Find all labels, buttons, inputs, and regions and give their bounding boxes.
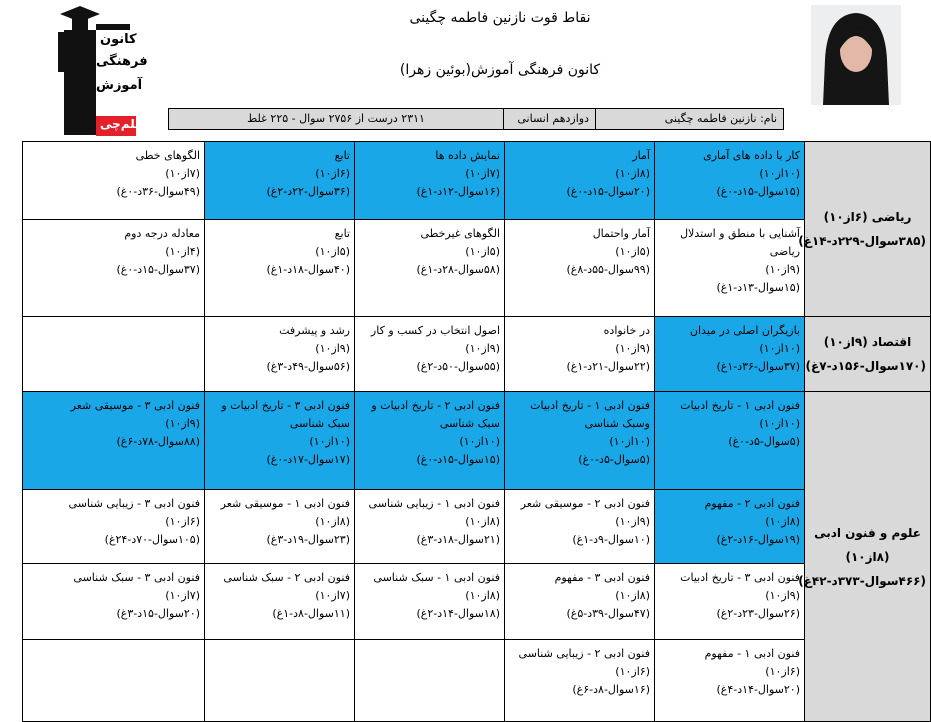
topic-question-stats: (۴۰سوال-۱۸د-۱غ)	[266, 263, 350, 276]
topic-cell	[355, 317, 505, 392]
topic-name: تابع	[334, 227, 350, 240]
student-portrait-icon	[811, 5, 901, 105]
table-row	[23, 490, 931, 564]
topic-score: (۱۰از۱۰)	[759, 342, 800, 355]
topic-cell	[505, 640, 655, 722]
topic-score: (۸از۱۰)	[615, 167, 650, 180]
topic-name: بازیگران اصلی در میدان	[689, 324, 800, 337]
topic-score: (۵از۱۰)	[465, 245, 500, 258]
topic-question-stats: (۸۸سوال-۷۸د-۶غ)	[116, 435, 200, 448]
topic-name: در خانواده	[603, 324, 650, 337]
topic-cell	[355, 392, 505, 490]
topic-score: (۹از۱۰)	[765, 263, 800, 276]
topic-question-stats: (۵۸سوال-۲۸د-۱غ)	[416, 263, 500, 276]
topic-name: تابع	[334, 149, 350, 162]
topic-name: معادله درجه دوم	[124, 227, 200, 240]
topic-score: (۶از۱۰)	[315, 167, 350, 180]
topic-question-stats: (۱۰سوال-۹د-۱غ)	[572, 533, 650, 546]
subject-literature: علوم و فنون ادبی (۸از۱۰) (۴۶۶سوال-۳۷۳د-۴۲غ)	[805, 392, 931, 722]
topic-score: (۴از۱۰)	[165, 245, 200, 258]
topic-question-stats: (۴۷سوال-۳۹د-۵غ)	[566, 607, 650, 620]
topic-name: فنون ادبی ۱ - سبک شناسی	[373, 571, 500, 584]
topic-name: فنون ادبی ۲ - مفهوم	[704, 497, 800, 510]
topic-question-stats: (۱۵سوال-۱۵د-۰غ)	[416, 453, 500, 466]
logo-line-1: کانون	[100, 32, 137, 47]
topic-score: (۷از۱۰)	[315, 589, 350, 602]
score-summary: ۲۳۱۱ درست از ۲۷۵۶ سوال - ۲۲۵ غلط	[247, 112, 425, 125]
topic-cell	[205, 220, 355, 317]
topic-name: فنون ادبی ۲ - سبک شناسی	[223, 571, 350, 584]
topic-question-stats: (۲۶سوال-۲۳د-۲غ)	[716, 607, 800, 620]
topic-name: فنون ادبی ۲ - زیبایی شناسی	[518, 647, 650, 660]
topic-question-stats: (۲۳سوال-۱۹د-۳غ)	[266, 533, 350, 546]
topic-cell	[355, 640, 505, 722]
topic-cell	[655, 392, 805, 490]
topic-name: فنون ادبی ۳ - مفهوم	[554, 571, 650, 584]
student-name: نام: نازنین فاطمه چگینی	[595, 109, 783, 129]
topic-name: فنون ادبی ۳ - موسیقی شعر	[70, 399, 200, 412]
topic-name: کار با داده های آماری	[703, 149, 800, 162]
topic-name: فنون ادبی ۱ - زیبایی شناسی	[368, 497, 500, 510]
topic-question-stats: (۵سوال-۵د-۰غ)	[578, 453, 650, 466]
topic-score: (۵از۱۰)	[615, 245, 650, 258]
topic-score: (۱۰از۱۰)	[759, 167, 800, 180]
topic-cell	[355, 564, 505, 640]
topic-cell	[205, 317, 355, 392]
logo-line-2: فرهنگی	[96, 54, 148, 69]
topic-cell	[205, 490, 355, 564]
subject-math: ریاضی (۶از۱۰) (۳۸۵سوال-۲۲۹د-۱۴غ)	[805, 142, 931, 317]
topic-cell	[23, 142, 205, 220]
topic-cell	[355, 490, 505, 564]
page-title: نقاط قوت نازنین فاطمه چگینی	[409, 10, 591, 26]
topic-score: (۹از۱۰)	[765, 589, 800, 602]
topic-cell	[23, 317, 205, 392]
topic-score: (۶از۱۰)	[615, 665, 650, 678]
topic-cell	[23, 392, 205, 490]
topic-name: فنون ادبی ۱ - موسیقی شعر	[220, 497, 350, 510]
topic-question-stats: (۲۲سوال-۲۱د-۱غ)	[566, 360, 650, 373]
topic-question-stats: (۱۵سوال-۱۵د-۰غ)	[716, 185, 800, 198]
student-photo	[811, 5, 901, 105]
page-subtitle: کانون فرهنگی آموزش(بوئین زهرا)	[399, 62, 601, 78]
topic-name: فنون ادبی ۳ - زیبایی شناسی	[68, 497, 200, 510]
topic-name: فنون ادبی ۱ - تاریخ ادبیات وسبک شناسی	[530, 399, 650, 430]
topic-question-stats: (۲۰سوال-۱۴د-۴غ)	[716, 683, 800, 696]
topic-name: فنون ادبی ۳ - تاریخ ادبیات و سبک شناسی	[221, 399, 350, 430]
topic-name: فنون ادبی ۱ - مفهوم	[704, 647, 800, 660]
topic-question-stats: (۳۷سوال-۳۶د-۱غ)	[716, 360, 800, 373]
logo-line-4: قلم‌چی	[100, 117, 143, 131]
topic-question-stats: (۱۶سوال-۸د-۶غ)	[572, 683, 650, 696]
topic-cell	[23, 220, 205, 317]
student-grade: دوازدهم انسانی	[503, 109, 595, 129]
topic-cell	[355, 142, 505, 220]
topic-score: (۱۰از۱۰)	[759, 417, 800, 430]
topic-name: فنون ادبی ۱ - تاریخ ادبیات	[680, 399, 800, 412]
topic-score: (۷از۱۰)	[465, 167, 500, 180]
topic-name: نمایش داده ها	[435, 149, 500, 162]
topic-cell	[355, 220, 505, 317]
subject-economics: اقتصاد (۹از۱۰) (۱۷۰سوال-۱۵۶د-۷غ)	[805, 317, 931, 392]
topic-question-stats: (۱۸سوال-۱۴د-۲غ)	[416, 607, 500, 620]
topic-cell	[505, 564, 655, 640]
table-row	[23, 392, 931, 490]
topic-cell	[505, 220, 655, 317]
topic-name: فنون ادبی ۲ - تاریخ ادبیات و سبک شناسی	[371, 399, 500, 430]
topic-question-stats: (۲۰سوال-۱۵د-۰غ)	[566, 185, 650, 198]
topic-score: (۷از۱۰)	[165, 589, 200, 602]
kanoon-logo	[50, 2, 150, 137]
table-row	[23, 220, 931, 317]
topic-score: (۸از۱۰)	[465, 589, 500, 602]
topic-name: فنون ادبی ۳ - سبک شناسی	[73, 571, 200, 584]
info-bar	[168, 108, 784, 130]
topic-name: آمار	[632, 149, 650, 162]
topic-name: فنون ادبی ۳ - تاریخ ادبیات	[680, 571, 800, 584]
table-row	[23, 640, 931, 722]
topic-score: (۹از۱۰)	[615, 515, 650, 528]
topic-score: (۹از۱۰)	[165, 417, 200, 430]
topic-cell	[505, 317, 655, 392]
topic-question-stats: (۱۷سوال-۱۷د-۰غ)	[266, 453, 350, 466]
topic-question-stats: (۹۹سوال-۵۵د-۸غ)	[566, 263, 650, 276]
topic-question-stats: (۱۹سوال-۱۶د-۲غ)	[716, 533, 800, 546]
topic-cell	[655, 220, 805, 317]
topic-score: (۹از۱۰)	[465, 342, 500, 355]
topic-score: (۶از۱۰)	[165, 515, 200, 528]
topic-question-stats: (۲۱سوال-۱۸د-۳غ)	[416, 533, 500, 546]
topic-cell	[655, 317, 805, 392]
topic-cell	[505, 392, 655, 490]
topic-name: اصول انتخاب در کسب و کار	[370, 324, 500, 337]
topic-cell	[505, 142, 655, 220]
topic-question-stats: (۵۶سوال-۴۹د-۳غ)	[266, 360, 350, 373]
topic-score: (۶از۱۰)	[765, 665, 800, 678]
topic-question-stats: (۱۶سوال-۱۲د-۱غ)	[416, 185, 500, 198]
topic-cell	[655, 142, 805, 220]
topic-score: (۷از۱۰)	[165, 167, 200, 180]
table-row	[23, 317, 931, 392]
topic-question-stats: (۱۵سوال-۱۳د-۱غ)	[716, 281, 800, 294]
topic-score: (۸از۱۰)	[465, 515, 500, 528]
topic-score: (۹از۱۰)	[315, 342, 350, 355]
topic-score: (۵از۱۰)	[315, 245, 350, 258]
topic-question-stats: (۳۶سوال-۲۲د-۲غ)	[266, 185, 350, 198]
topic-score: (۸از۱۰)	[765, 515, 800, 528]
topic-cell	[205, 564, 355, 640]
topic-cell	[505, 490, 655, 564]
topic-score: (۸از۱۰)	[615, 589, 650, 602]
topic-score: (۱۰از۱۰)	[609, 435, 650, 448]
topic-question-stats: (۵سوال-۵د-۰غ)	[728, 435, 800, 448]
topic-cell	[23, 640, 205, 722]
topic-question-stats: (۳۷سوال-۱۵د-۰غ)	[116, 263, 200, 276]
table-row	[23, 142, 931, 220]
topic-name: فنون ادبی ۲ - موسیقی شعر	[520, 497, 650, 510]
topic-name: آشنایی با منطق و استدلال ریاضی	[680, 227, 800, 258]
topic-cell	[655, 640, 805, 722]
topic-cell	[23, 564, 205, 640]
topic-name: الگوهای خطی	[135, 149, 200, 162]
topic-question-stats: (۱۱سوال-۸د-۱غ)	[272, 607, 350, 620]
topic-cell	[205, 392, 355, 490]
topic-score: (۱۰از۱۰)	[459, 435, 500, 448]
topic-question-stats: (۲۰سوال-۱۵د-۳غ)	[116, 607, 200, 620]
topic-score: (۸از۱۰)	[315, 515, 350, 528]
topic-question-stats: (۵۵سوال-۵۰د-۲غ)	[416, 360, 500, 373]
topic-name: رشد و پیشرفت	[279, 324, 350, 337]
strengths-table	[22, 141, 931, 722]
topic-score: (۱۰از۱۰)	[309, 435, 350, 448]
topic-cell	[205, 142, 355, 220]
topic-cell	[655, 490, 805, 564]
topic-cell	[23, 490, 205, 564]
topic-cell	[205, 640, 355, 722]
topic-name: آمار واحتمال	[592, 227, 650, 240]
table-row	[23, 564, 931, 640]
topic-question-stats: (۱۰۵سوال-۷۰د-۲۴غ)	[104, 533, 200, 546]
topic-name: الگوهای غیرخطی	[420, 227, 500, 240]
logo-line-3: آموزش	[96, 78, 143, 93]
topic-cell	[655, 564, 805, 640]
topic-score: (۹از۱۰)	[615, 342, 650, 355]
topic-question-stats: (۴۹سوال-۳۶د-۰غ)	[116, 185, 200, 198]
